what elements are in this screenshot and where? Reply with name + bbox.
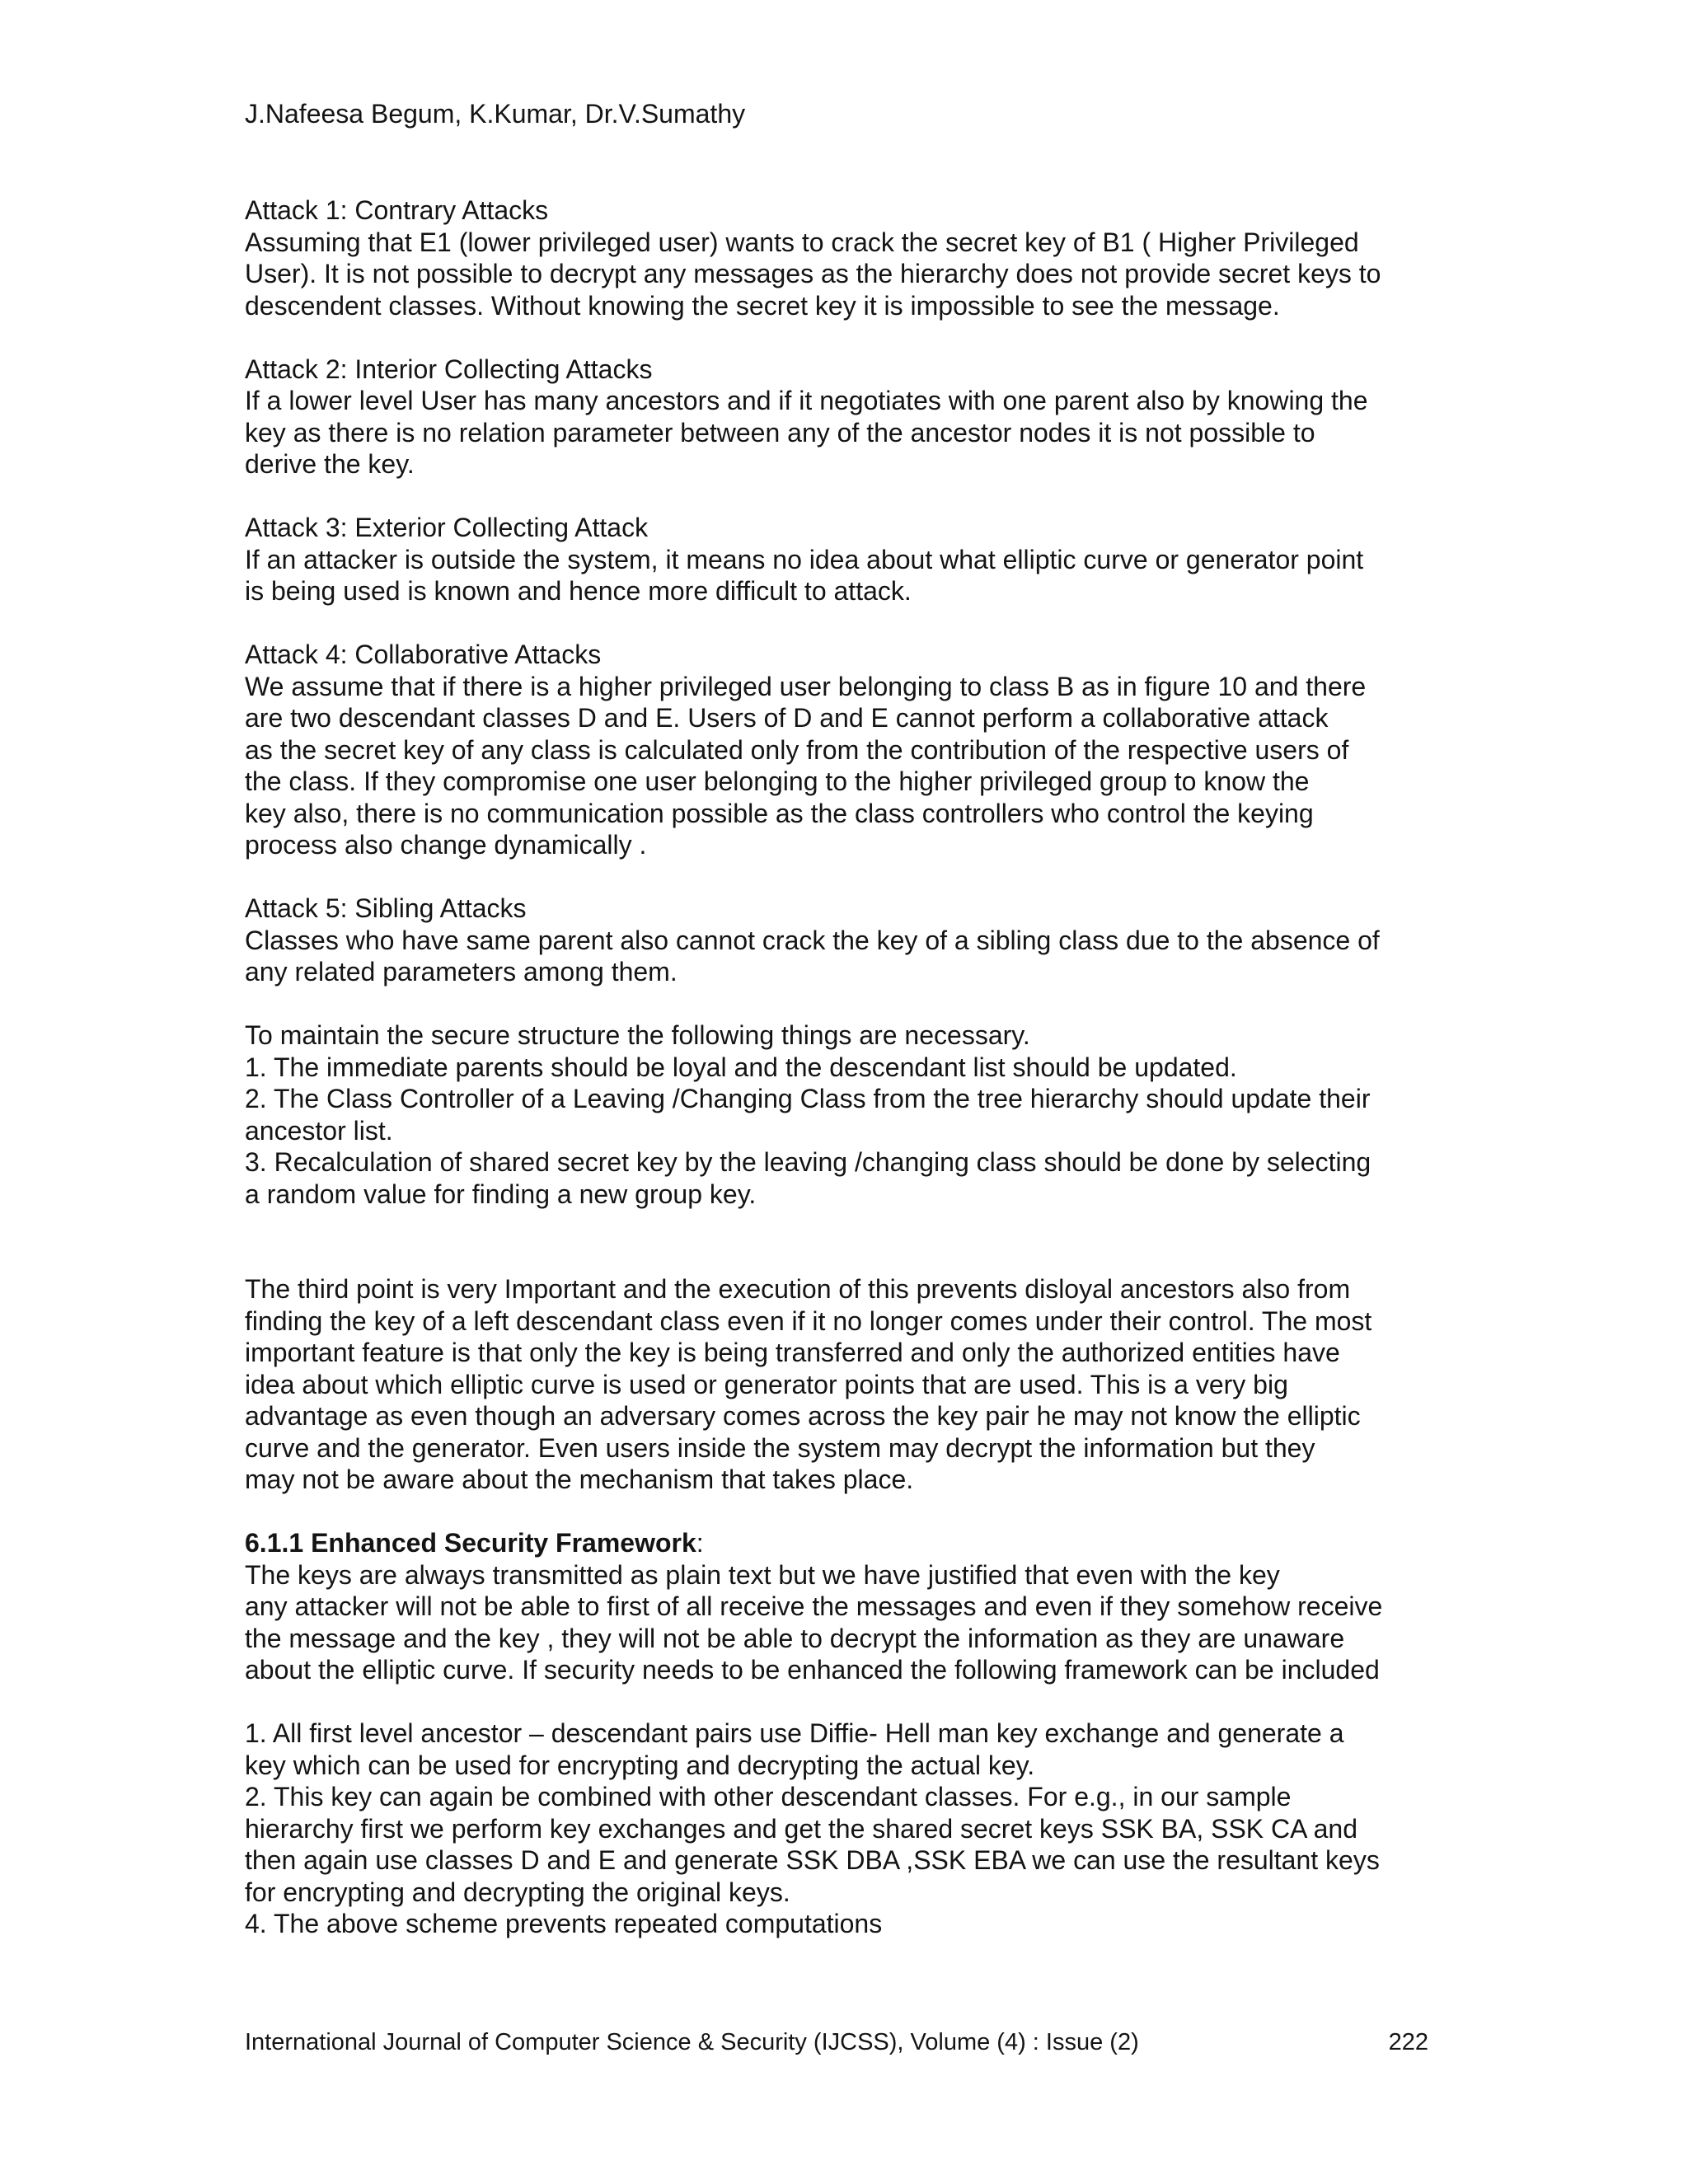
section-line: about the elliptic curve. If security needs to be enhanced the following framework can be included [245, 1655, 1380, 1685]
third-point-paragraph [245, 1273, 1428, 1496]
framework-line: then again use classes D and E and generate SSK DBA ,SSK EBA we can use the resultant keys [245, 1845, 1380, 1875]
footer-journal: International Journal of Computer Science & Security (IJCSS), Volume (4) : Issue (2) [245, 2029, 1139, 2055]
third-point-line: may not be aware about the mechanism that takes place. [245, 1465, 914, 1494]
attack-4-line: process also change dynamically . [245, 830, 647, 860]
attack-5-section [245, 893, 1428, 988]
attack-1-section [245, 194, 1428, 321]
section-line: the message and the key , they will not be able to decrypt the information as they are unaware [245, 1623, 1345, 1653]
attack-2-title: Attack 2: Interior Collecting Attacks [245, 354, 653, 384]
attack-3-line: If an attacker is outside the system, it means no idea about what elliptic curve or generator point [245, 544, 1364, 574]
maintain-line: a random value for finding a new group key. [245, 1179, 757, 1209]
enhanced-security-section [245, 1527, 1428, 1686]
third-point-line: The third point is very Important and the execution of this prevents disloyal ancestors also from [245, 1274, 1351, 1304]
attack-4-line: are two descendant classes D and E. Users of D and E cannot perform a collaborative attack [245, 703, 1329, 733]
attack-2-section [245, 354, 1428, 480]
third-point-line: advantage as even though an adversary comes across the key pair he may not know the elliptic [245, 1401, 1361, 1431]
attack-3-title: Attack 3: Exterior Collecting Attack [245, 513, 649, 542]
attack-1-line: descendent classes. Without knowing the secret key it is impossible to see the message. [245, 290, 1280, 321]
maintain-list [245, 1019, 1428, 1210]
attack-5-title: Attack 5: Sibling Attacks [245, 893, 527, 923]
attack-2-line: derive the key. [245, 449, 415, 479]
attack-4-line: We assume that if there is a higher privileged user belonging to class B as in figure 10 and there [245, 671, 1367, 701]
attack-4-line: key also, there is no communication possible as the class controllers who control the keying [245, 798, 1314, 828]
framework-list [245, 1718, 1428, 1940]
maintain-line: 2. The Class Controller of a Leaving /Changing Class from the tree hierarchy should update their [245, 1084, 1371, 1113]
framework-line: key which can be used for encrypting and decrypting the actual key. [245, 1750, 1035, 1780]
third-point-line: finding the key of a left descendant class even if it no longer comes under their control. The most [245, 1305, 1372, 1336]
third-point-line: idea about which elliptic curve is used or generator points that are used. This is a very big [245, 1369, 1288, 1399]
framework-line: hierarchy first we perform key exchanges and get the shared secret keys SSK BA, SSK CA and [245, 1813, 1357, 1844]
footer-page-number: 222 [1388, 2029, 1428, 2055]
page-footer [245, 2027, 1428, 2057]
third-point-line: important feature is that only the key is being transferred and only the authorized entities have [245, 1338, 1340, 1367]
attack-5-line: any related parameters among them. [245, 957, 678, 987]
attack-2-line: If a lower level User has many ancestors and if it negotiates with one parent also by knowing the [245, 386, 1368, 415]
maintain-line: To maintain the secure structure the following things are necessary. [245, 1020, 1030, 1050]
main-content [245, 194, 1428, 1940]
attack-3-line: is being used is known and hence more difficult to attack. [245, 576, 912, 606]
maintain-line: 1. The immediate parents should be loyal and the descendant list should be updated. [245, 1052, 1237, 1082]
attack-1-title: Attack 1: Contrary Attacks [245, 195, 549, 225]
framework-line: for encrypting and decrypting the original keys. [245, 1877, 790, 1907]
maintain-line: ancestor list. [245, 1115, 393, 1146]
attack-4-section [245, 639, 1428, 861]
section-heading-row [245, 1527, 1428, 1559]
maintain-line: 3. Recalculation of shared secret key by the leaving /changing class should be done by selecting [245, 1147, 1372, 1177]
third-point-line: curve and the generator. Even users inside the system may decrypt the information but they [245, 1432, 1315, 1463]
attack-4-line: the class. If they compromise one user belonging to the higher privileged group to know the [245, 766, 1310, 796]
framework-line: 1. All first level ancestor – descendant pairs use Diffie- Hell man key exchange and generate a [245, 1718, 1344, 1748]
section-heading: 6.1.1 Enhanced Security Framework [245, 1528, 696, 1558]
framework-line: 2. This key can again be combined with other descendant classes. For e.g., in our sample [245, 1782, 1292, 1811]
attack-4-line: as the secret key of any class is calculated only from the contribution of the respective users of [245, 734, 1349, 765]
running-header-authors: J.Nafeesa Begum, K.Kumar, Dr.V.Sumathy [245, 99, 746, 129]
section-heading-colon: : [696, 1528, 704, 1558]
attack-5-line: Classes who have same parent also cannot crack the key of a sibling class due to the absence of [245, 925, 1380, 955]
attack-1-line: Assuming that E1 (lower privileged user) wants to crack the secret key of B1 ( Higher Privileged [245, 227, 1359, 257]
attack-4-title: Attack 4: Collaborative Attacks [245, 640, 602, 669]
attack-2-line: key as there is no relation parameter between any of the ancestor nodes it is not possible to [245, 417, 1315, 448]
section-line: The keys are always transmitted as plain text but we have justified that even with the key [245, 1559, 1280, 1590]
section-line: any attacker will not be able to first of all receive the messages and even if they somehow receive [245, 1591, 1383, 1621]
attack-3-section [245, 512, 1428, 607]
attack-1-line: User). It is not possible to decrypt any messages as the hierarchy does not provide secret keys to [245, 259, 1381, 288]
framework-line: 4. The above scheme prevents repeated computations [245, 1909, 883, 1938]
